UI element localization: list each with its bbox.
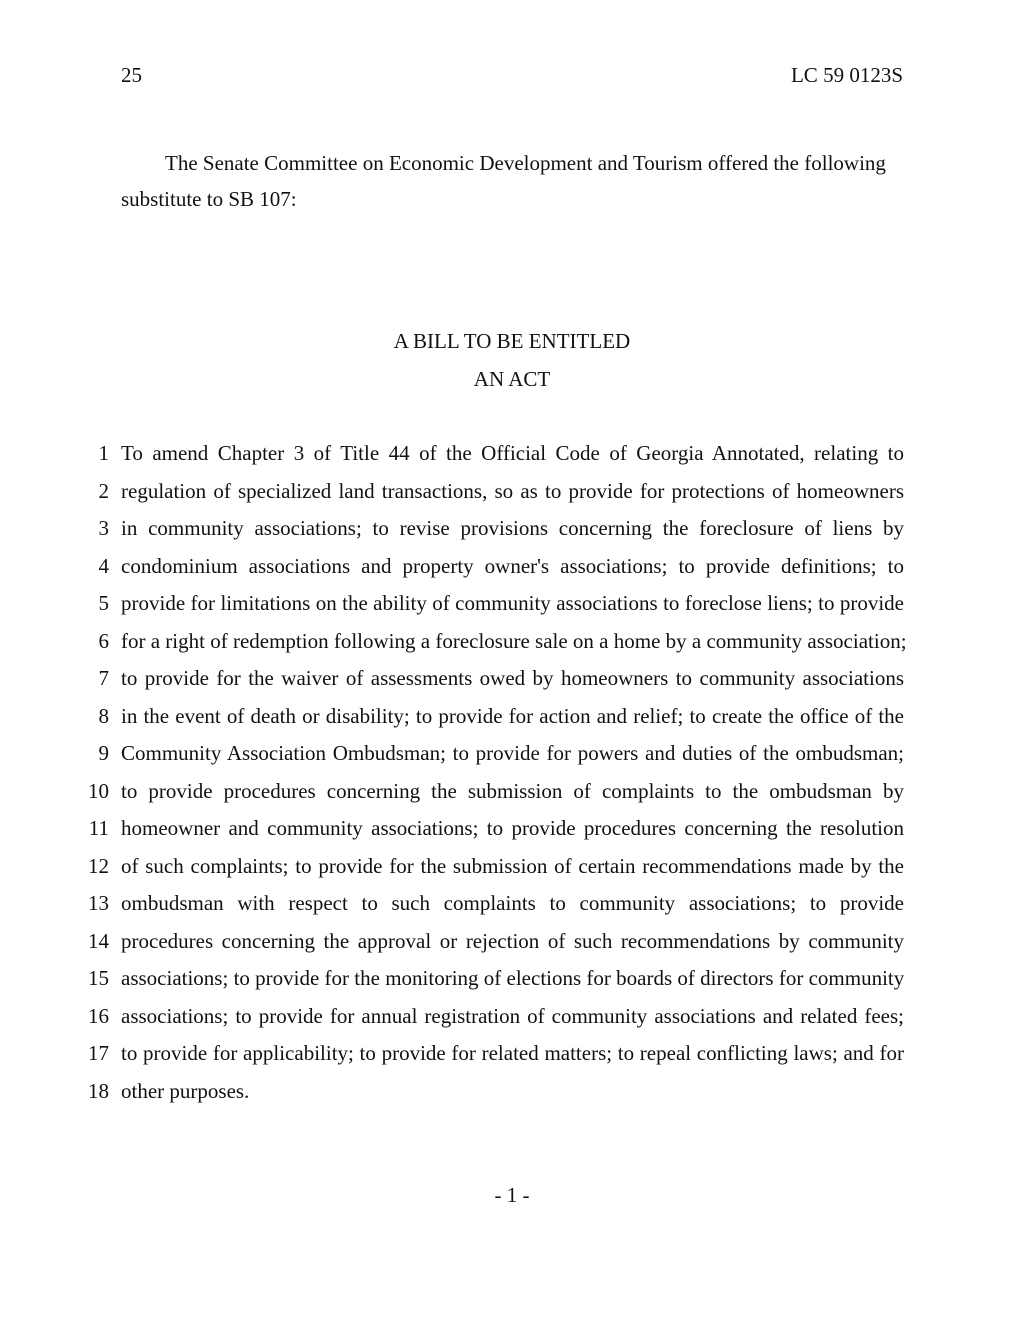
line-text: Community Association Ombudsman; to provide for powers and duties of the ombudsman;: [121, 741, 904, 765]
header-document-code: LC 59 0123S: [790, 63, 903, 87]
body-line: [0, 777, 1024, 815]
line-text: to provide for applicability; to provide for related matters; to repeal conflicting laws; and for: [121, 1041, 904, 1065]
line-number: 15: [88, 966, 109, 990]
line-text: to provide for the waiver of assessments owed by homeowners to community associations: [121, 666, 904, 690]
body-line: [0, 589, 1024, 627]
line-number: 14: [88, 928, 109, 953]
line-text: in the event of death or disability; to provide for action and relief; to create the office of the: [121, 703, 904, 728]
body-line: [0, 552, 1024, 590]
line-number: 5: [98, 591, 109, 615]
bill-body: [0, 439, 1024, 1114]
line-text: provide for limitations on the ability of community associations to foreclose liens; to provide: [121, 591, 904, 615]
body-line: [0, 739, 1024, 777]
body-line: [0, 514, 1024, 552]
header-page-number: 25: [121, 63, 142, 87]
intro-line-1: The Senate Committee on Economic Development and Tourism offered the following: [165, 151, 886, 175]
line-text: homeowner and community associations; to provide procedures concerning the resolution: [121, 816, 904, 840]
body-line: [0, 664, 1024, 702]
body-line: [0, 439, 1024, 477]
intro-line-2: substitute to SB 107:: [121, 187, 297, 211]
line-number: 18: [88, 1078, 109, 1103]
body-line: [0, 1039, 1024, 1077]
body-line: [0, 702, 1024, 740]
line-text: To amend Chapter 3 of Title 44 of the Official Code of Georgia Annotated, relating to: [121, 441, 904, 465]
line-number: 6: [98, 628, 109, 653]
intro-paragraph: [121, 145, 904, 217]
line-number: 16: [88, 1003, 109, 1028]
body-line: [0, 627, 1024, 665]
line-text: ombudsman with respect to such complaints to community associations; to provide: [121, 891, 904, 915]
line-text: other purposes.: [121, 1078, 250, 1103]
line-number: 1: [98, 441, 109, 465]
line-number: 10: [88, 778, 109, 803]
line-text: procedures concerning the approval or rejection of such recommendations by community: [121, 928, 904, 953]
line-text: for a right of redemption following a foreclosure sale on a home by a community association;: [121, 628, 907, 653]
footer-page-number: - 1 -: [494, 1183, 530, 1207]
line-number: 2: [98, 478, 109, 503]
line-number: 13: [88, 891, 109, 915]
line-text: to provide procedures concerning the submission of complaints to the ombudsman by: [121, 778, 904, 803]
line-number: 3: [98, 516, 109, 540]
body-line: [0, 927, 1024, 965]
line-number: 7: [98, 666, 109, 690]
body-line: [0, 964, 1024, 1002]
body-line: [0, 1002, 1024, 1040]
line-number: 4: [98, 553, 109, 578]
bill-title: A BILL TO BE ENTITLED: [393, 329, 631, 353]
line-text: condominium associations and property owner's associations; to provide definitions; to: [121, 553, 904, 578]
line-number: 8: [98, 703, 109, 728]
line-text: regulation of specialized land transactions, so as to provide for protections of homeowners: [121, 478, 904, 503]
body-line: [0, 852, 1024, 890]
body-line: [0, 1077, 1024, 1115]
line-text: in community associations; to revise provisions concerning the foreclosure of liens by: [121, 516, 904, 540]
line-text: associations; to provide for the monitoring of elections for boards of directors for community: [121, 966, 905, 990]
body-line: [0, 889, 1024, 927]
body-line: [0, 814, 1024, 852]
line-number: 9: [98, 741, 109, 765]
line-text: of such complaints; to provide for the submission of certain recommendations made by the: [121, 853, 904, 878]
line-number: 17: [88, 1041, 109, 1065]
line-text: associations; to provide for annual registration of community associations and related fees;: [121, 1003, 904, 1028]
act-title: AN ACT: [473, 367, 551, 391]
line-number: 11: [88, 816, 109, 840]
line-number: 12: [88, 853, 109, 878]
body-line: [0, 477, 1024, 515]
